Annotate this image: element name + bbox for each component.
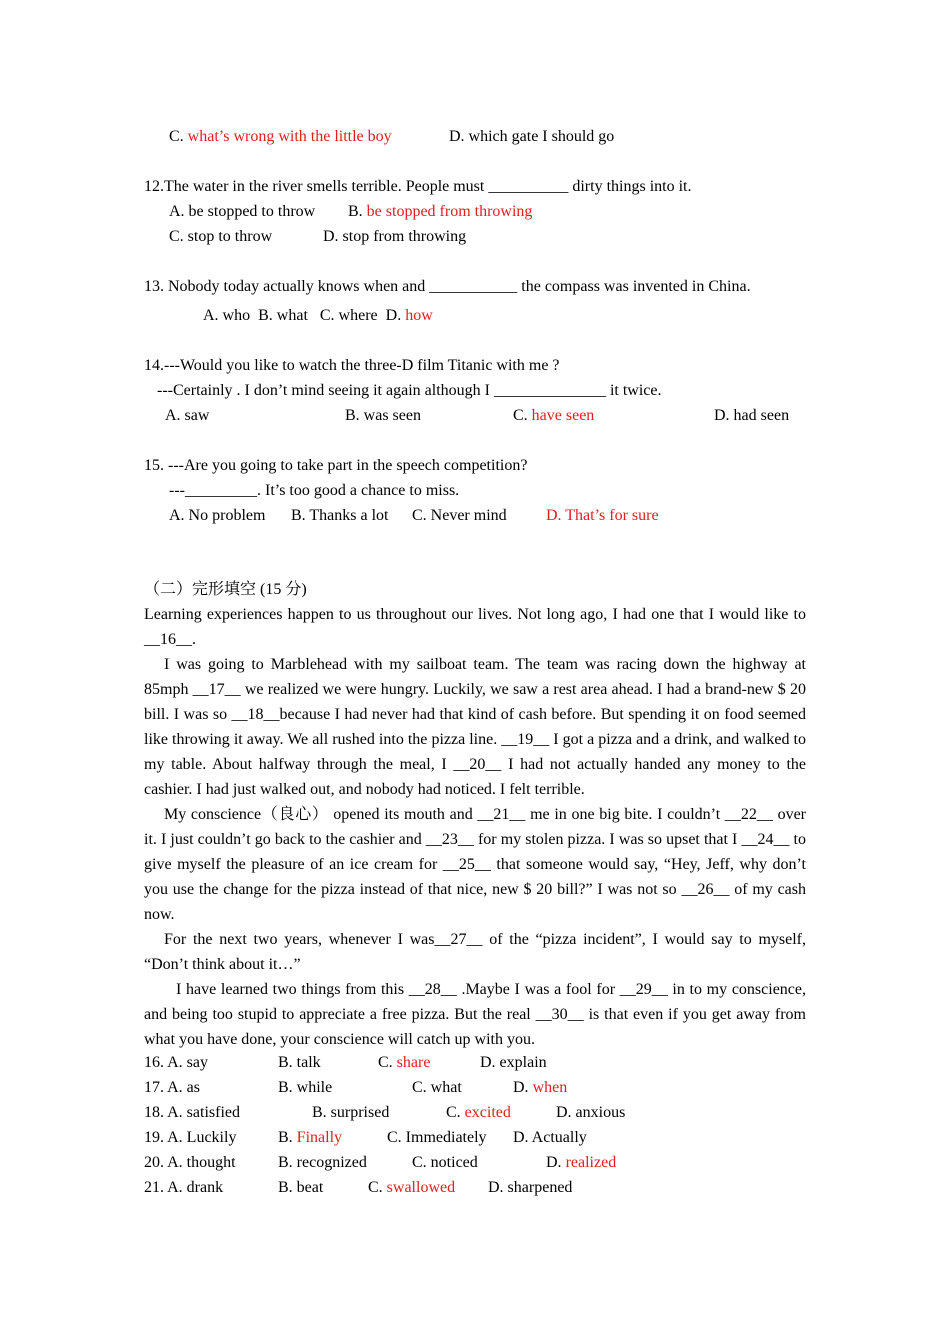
q13-stem: 13. Nobody today actually knows when and ___________ the compass was invented in China.: [144, 278, 751, 295]
q19-option-a: 19. A. Luckily: [144, 1129, 237, 1146]
q17-option-b: B. while: [278, 1079, 333, 1096]
q18-option-a: 18. A. satisfied: [144, 1104, 240, 1121]
q21-option-a: 21. A. drank: [144, 1179, 224, 1196]
q12-option-d: D. stop from throwing: [323, 228, 467, 245]
q18-option-b: B. surprised: [312, 1104, 390, 1121]
q14-option-a: A. saw: [165, 407, 210, 424]
q12-answer: be stopped from throwing: [366, 203, 533, 220]
q16-answer: share: [396, 1054, 431, 1071]
q12-option-a: A. be stopped to throw: [169, 203, 316, 220]
q17-answer: when: [532, 1079, 568, 1096]
q20-option-b: B. recognized: [278, 1154, 367, 1171]
q16-option-b: B. talk: [278, 1054, 321, 1071]
q15-option-b: B. Thanks a lot: [291, 507, 389, 524]
q18-option-d: D. anxious: [556, 1104, 626, 1121]
q15-stem: 15. ---Are you going to take part in the speech competition?: [144, 457, 528, 474]
cloze-paragraph-4: For the next two years, whenever I was__27__ of the “pizza incident”, I would say to myself, “Don’t think about it…”: [144, 931, 806, 973]
q21-option-b: B. beat: [278, 1179, 324, 1196]
q18-option-c: C. excited: [446, 1104, 511, 1121]
q19-answer: Finally: [296, 1129, 343, 1146]
q20-option-c: C. noticed: [412, 1154, 478, 1171]
q14-option-b: B. was seen: [345, 407, 421, 424]
q17-option-a: 17. A. as: [144, 1079, 200, 1096]
q13-options: A. who B. what C. where D. how: [203, 307, 433, 324]
cloze-paragraph-2: I was going to Marblehead with my sailboat team. The team was racing down the highway at 85mph __17__ we realized we were hungry. Luckily, we saw a rest area ahead. I had a brand-new $ 20 bill. I was so __18__because I had never had that kind of cash before. But spending it on food seemed like throwing it away. We all rushed into the pizza line. __19__ I got a pizza and a drink, and walked to my table. About halfway through the meal, I __20__ I had not actually handed any money to the cashier. I had just walked out, and nobody had noticed. I felt terrible.: [144, 656, 806, 798]
q16-option-a: 16. A. say: [144, 1054, 208, 1071]
q11-option-c: C. what’s wrong with the little boy: [169, 128, 392, 145]
q13-answer: how: [405, 307, 433, 324]
q16-option-c: C. share: [378, 1054, 431, 1071]
cloze-passage: [144, 602, 806, 1052]
q19-option-c: C. Immediately: [387, 1129, 487, 1146]
q18-answer: excited: [464, 1104, 511, 1121]
cloze-paragraph-1: Learning experiences happen to us throughout our lives. Not long ago, I had one that I would like to __16__.: [144, 606, 806, 648]
q20-option-a: 20. A. thought: [144, 1154, 236, 1171]
q15-option-a: A. No problem: [169, 507, 266, 524]
q14-answer: have seen: [531, 407, 595, 424]
q12-option-b: B. be stopped from throwing: [348, 203, 533, 220]
q21-option-d: D. sharpened: [488, 1179, 573, 1196]
q20-option-d: D. realized: [546, 1154, 617, 1171]
q14-stem: 14.---Would you like to watch the three-D film Titanic with me ?: [144, 357, 560, 374]
q15-reply: ---_________. It’s too good a chance to miss.: [169, 482, 460, 499]
q16-option-d: D. explain: [480, 1054, 547, 1071]
q12-stem: 12.The water in the river smells terrible. People must __________ dirty things into it.: [144, 178, 692, 195]
q14-option-d: D. had seen: [714, 407, 790, 424]
q14-option-c: C. have seen: [513, 407, 595, 424]
q17-option-c: C. what: [412, 1079, 462, 1096]
q12-option-c: C. stop to throw: [169, 228, 273, 245]
q21-answer: swallowed: [386, 1179, 456, 1196]
q19-option-b: B. Finally: [278, 1129, 343, 1146]
q20-answer: realized: [565, 1154, 617, 1171]
q11-option-d: D. which gate I should go: [449, 128, 615, 145]
q15-answer: D. That’s for sure: [546, 507, 659, 524]
cloze-paragraph-3: My conscience（良心） opened its mouth and __21__ me in one big bite. I couldn’t __22__ over it. I just couldn’t go back to the cashier and __23__ for my stolen pizza. I was so upset that I __24__ to give myself the pleasure of an ice cream for __25__ that someone would say, “Hey, Jeff, why don’t you use the change for the pizza instead of that nice, new $ 20 bill?” I was not so __26__ of my cash now.: [144, 806, 806, 923]
cloze-paragraph-5: I have learned two things from this __28__ .Maybe I was a fool for __29__ in to my conscience, and being too stupid to appreciate a free pizza. But the real __30__ is that even if you get away from what you have done, your conscience will catch up with you.: [144, 981, 806, 1048]
q21-option-c: C. swallowed: [368, 1179, 456, 1196]
q17-option-d: D. when: [513, 1079, 568, 1096]
cloze-heading: （二）完形填空 (15 分): [144, 581, 307, 598]
q15-option-c: C. Never mind: [412, 507, 507, 524]
q14-reply: ---Certainly . I don’t mind seeing it again although I ______________ it twice.: [157, 382, 662, 399]
q19-option-d: D. Actually: [513, 1129, 587, 1146]
q11-answer: what’s wrong with the little boy: [187, 128, 392, 145]
